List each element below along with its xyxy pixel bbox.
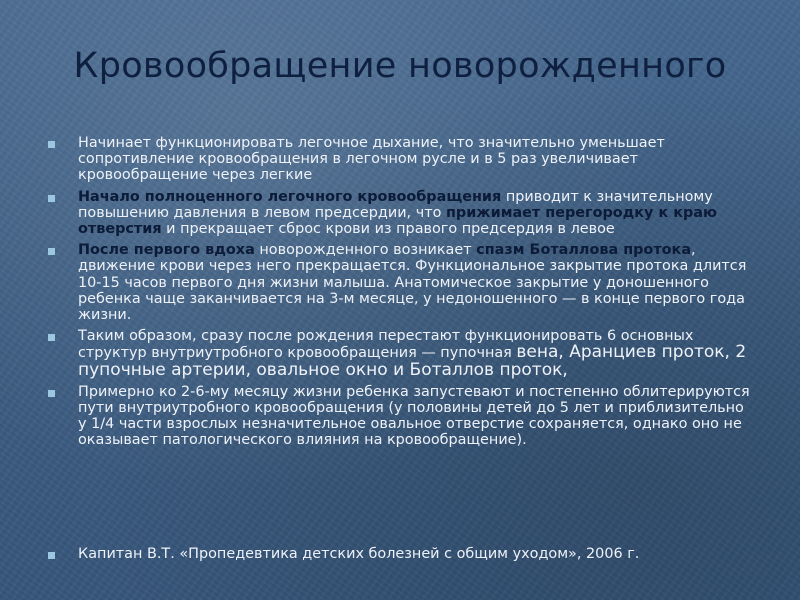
bullet-text <box>78 242 746 323</box>
bullet-square-icon <box>48 195 55 202</box>
bullet-text <box>78 135 665 183</box>
bullet-item <box>44 242 756 323</box>
bullet-square-icon <box>48 390 55 397</box>
bullet-item <box>44 189 756 238</box>
bullet-item <box>44 384 756 449</box>
reference-text: Капитан В.Т. «Пропедевтика детских болезней с общим уходом», 2006 г. <box>78 546 640 562</box>
bullet-square-icon <box>48 248 55 255</box>
emphasis-text: После первого вдоха <box>78 242 255 259</box>
emphasis-text: Начало полноценного легочного кровообращения <box>78 188 502 205</box>
emphasis-text: спазм Боталлова протока <box>476 242 692 259</box>
bullet-square-icon <box>48 552 55 559</box>
bullet-text <box>78 328 746 378</box>
slide-title: Кровообращение новорожденного <box>73 46 727 86</box>
reference-item <box>44 546 756 562</box>
text-run: вена, Аранциев проток, 2 пупочные артерии, овальное окно и Боталлов проток, <box>78 342 747 380</box>
text-run: Примерно ко 2-6-му месяцу жизни ребенка запустевают и постепенно облитерируются пути внутриутробного кровообращения (у половины детей до 5 лет и приблизительно у 1/4 части взрослых незначительное овальное отверстие сохраняется, однако оно не оказывает патологического влияния на кровообращение). <box>78 383 750 449</box>
bullet-item <box>44 328 756 379</box>
text-run: Начинает функционировать легочное дыхание, что значительно уменьшает сопротивление кровообращения в легочном русле и в 5 раз увеличивает кровообращение через легкие <box>78 135 665 184</box>
bullet-text <box>78 384 750 449</box>
bullet-square-icon <box>48 141 55 148</box>
text-run: Таким образом, сразу после рождения перестают функционировать 6 основных структур внутриутробного кровообращения — пупочная <box>78 328 694 362</box>
emphasis-text: прижимает перегородку к краю отверстия <box>78 204 717 238</box>
bullet-item <box>44 135 756 184</box>
bullet-square-icon <box>48 334 55 341</box>
bullet-text <box>78 189 717 237</box>
text-run: , движение крови через него прекращается. Функциональное закрытие протока длится 10-15 часов первого дня жизни малыша. Анатомическое закрытие у доношенного ребенка чаще заканчивается на 3-м месяце, у недоношенного — в конце первого года жизни. <box>78 242 747 324</box>
bullet-list <box>44 135 756 454</box>
text-run: новорожденного возникает <box>254 242 477 259</box>
text-run: приводит к значительному повышению давления в левом предсердии, что <box>78 188 713 221</box>
text-run: и прекращает сброс крови из правого предсердия в левое <box>161 221 615 238</box>
